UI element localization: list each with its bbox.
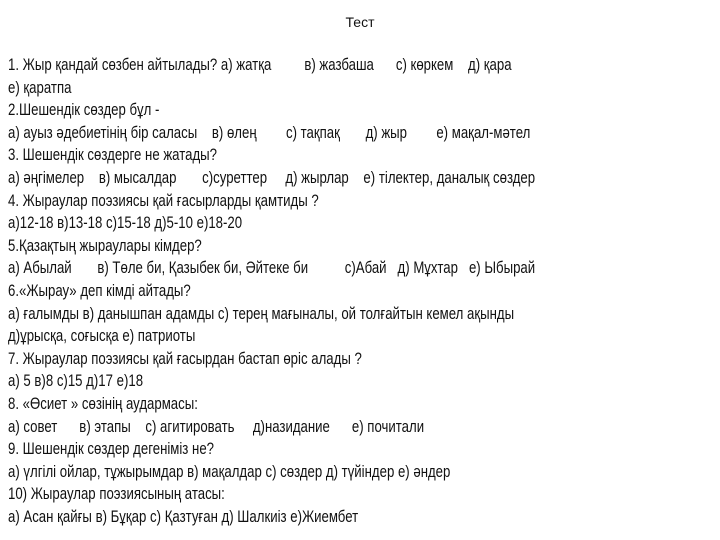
text-line: 9. Шешендік сөздер дегеніміз не? bbox=[8, 440, 214, 459]
text-line: 10) Жыраулар поэзиясының атасы: bbox=[8, 485, 225, 504]
text-line: а) Асан қайғы в) Бұқар с) Қазтуған д) Шалкиіз е)Жиембет bbox=[8, 507, 359, 526]
text-line: 5.Қазақтың жыраулары кімдер? bbox=[8, 236, 202, 255]
text-line: а) Абылай в) Төле би, Қазыбек би, Әйтеке би с)Абай д) Мұхтар е) Ыбырай bbox=[8, 259, 536, 278]
text-line: а) 5 в)8 с)15 д)17 е)18 bbox=[8, 372, 144, 391]
text-line: а) совет в) этапы с) агитировать д)назидание е) почитали bbox=[8, 417, 425, 436]
text-line: а) ауыз әдебиетінің бір саласы в) өлең с) тақпақ д) жыр е) мақал-мәтел bbox=[8, 123, 531, 142]
text-line: 6.«Жырау» деп кімді айтады? bbox=[8, 281, 191, 300]
text-line: а) әңгімелер в) мысалдар с)суреттер д) жырлар е) тілектер, даналық сөздер bbox=[8, 168, 536, 187]
text-line: а) ғалымды в) данышпан адамды с) терең мағыналы, ой толғайтын кемел ақынды bbox=[8, 304, 515, 323]
question-list bbox=[8, 54, 667, 528]
text-line: 7. Жыраулар поэзиясы қай ғасырдан бастап өріс алады ? bbox=[8, 349, 362, 368]
text-line: а)12-18 в)13-18 с)15-18 д)5-10 е)18-20 bbox=[8, 214, 243, 233]
text-line: 3. Шешендік сөздерге не жатады? bbox=[8, 146, 217, 165]
text-line: 2.Шешендік сөздер бұл - bbox=[8, 101, 160, 120]
text-line: 8. «Өсиет » сөзінің аудармасы: bbox=[8, 394, 198, 413]
document-title: Тест bbox=[345, 14, 375, 30]
text-line: а) үлгілі ойлар, тұжырымдар в) мақалдар с) сөздер д) түйіндер е) әндер bbox=[8, 462, 451, 481]
text-line: е) қаратпа bbox=[8, 78, 72, 97]
text-line: 4. Жыраулар поэзиясы қай ғасырларды қамтиды ? bbox=[8, 191, 319, 210]
text-line: 1. Жыр қандай сөзбен айтылады? а) жатқа в) жазбаша с) көркем д) қара bbox=[8, 56, 512, 74]
text-line: д)ұрысқа, соғысқа е) патриоты bbox=[8, 327, 196, 346]
